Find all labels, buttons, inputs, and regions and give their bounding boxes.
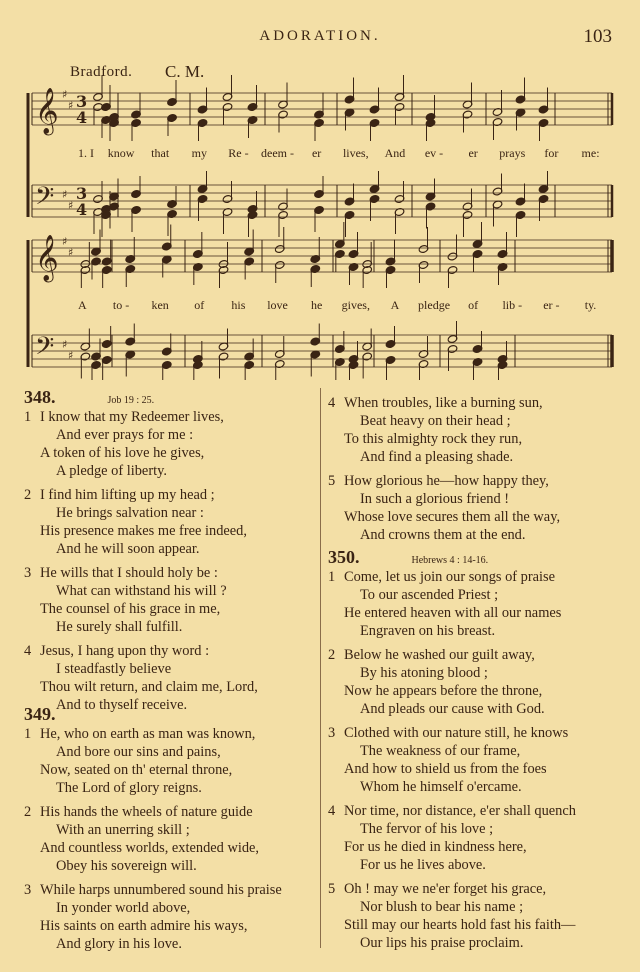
tune-meter: C. M. <box>165 62 205 81</box>
verse-number: 2 <box>24 487 32 503</box>
treble-clef-icon: 𝄞 <box>35 235 59 281</box>
verse-line: Below he washed our guilt away, <box>344 647 535 663</box>
verse-line: A pledge of liberty. <box>56 463 167 479</box>
lyric-syllable: ty. <box>584 298 597 312</box>
verse-line: Whom he himself o'ercame. <box>360 779 522 795</box>
verse-number: 1 <box>328 569 336 585</box>
verse-line: The Lord of glory reigns. <box>56 780 202 796</box>
verse-number: 3 <box>328 725 336 741</box>
verse-line: And find a pleasing shade. <box>360 449 514 465</box>
time-signature: 3 <box>76 184 88 203</box>
sharp-icon: ♯ <box>68 99 74 112</box>
verse-line: He entered heaven with all our names <box>344 605 562 621</box>
verse <box>24 803 314 875</box>
verse-line: Nor time, nor distance, e'er shall quench <box>344 803 576 819</box>
lyric-syllable: pledge <box>418 298 451 312</box>
lyric-syllable: deem - <box>261 146 295 160</box>
verse-number: 4 <box>24 643 32 659</box>
lyric-syllable: And <box>384 146 406 160</box>
verse <box>24 564 314 636</box>
verse-line: I know that my Redeemer lives, <box>40 409 224 425</box>
sharp-icon: ♯ <box>68 199 74 212</box>
verse <box>328 568 628 640</box>
verse <box>24 408 314 480</box>
verse-line: Whose love secures them all the way, <box>344 509 561 525</box>
verse-line: What can withstand his will ? <box>56 583 227 599</box>
lyric-syllable: ev - <box>424 146 444 160</box>
hymn-348 <box>24 387 314 714</box>
sharp-icon: ♯ <box>62 188 68 201</box>
verse-line: And crowns them at the end. <box>360 527 526 543</box>
verse-line: By his atoning blood ; <box>360 665 488 681</box>
verse-line: Now, seated on th' eternal throne, <box>40 762 233 778</box>
verse-number: 5 <box>328 473 336 489</box>
page-number: 103 <box>583 26 612 47</box>
verse-line: For us he died in kindness here, <box>344 839 527 855</box>
verse-line: In yonder world above, <box>56 900 191 916</box>
lyric-syllable: to - <box>112 298 130 312</box>
verse <box>328 802 628 874</box>
verse-line: And glory in his love. <box>56 936 182 952</box>
verse-line: He, who on earth as man was known, <box>40 726 256 742</box>
tune-name: Bradford. <box>70 64 133 80</box>
lyric-syllable: for <box>544 146 559 160</box>
verse <box>328 646 628 718</box>
bass-clef-icon: 𝄢 <box>35 182 55 217</box>
verse-line: For us he lives above. <box>360 857 486 873</box>
verse-line: Still may our hearts hold fast his faith— <box>344 917 576 933</box>
lyric-syllable: prays <box>499 146 526 160</box>
verse-line: Come, let us join our songs of praise <box>344 569 556 585</box>
verse-line: He brings salvation near : <box>56 505 204 521</box>
sharp-icon: ♯ <box>62 88 68 101</box>
lyric-syllable: love <box>267 298 288 312</box>
hymn-number: 349. <box>24 704 56 724</box>
verse-line: Clothed with our nature still, he knows <box>344 725 569 741</box>
verse-line: With an unerring skill ; <box>56 822 190 838</box>
verse-line: Oh ! may we ne'er forget his grace, <box>344 881 547 897</box>
hymn-350 <box>328 547 628 952</box>
lyric-syllable: me: <box>581 146 600 160</box>
verse-line: A token of his love he gives, <box>40 445 205 461</box>
verse-number: 4 <box>328 803 336 819</box>
verse-line: When troubles, like a burning sun, <box>344 395 543 411</box>
lyric-syllable: A <box>390 298 400 312</box>
lyric-syllable: er <box>468 146 478 160</box>
verse-number: 5 <box>328 881 336 897</box>
verse-line: And countless worlds, extended wide, <box>40 840 260 856</box>
verse-line: While harps unnumbered sound his praise <box>40 882 282 898</box>
lyric-syllable: his <box>231 298 246 312</box>
verse <box>24 725 314 797</box>
verse-line: To our ascended Priest ; <box>360 587 499 603</box>
verse-line: The counsel of his grace in me, <box>40 601 221 617</box>
lyric-syllable: er <box>311 146 322 160</box>
verse-line: Thou wilt return, and claim me, Lord, <box>40 679 258 695</box>
verse <box>328 472 628 544</box>
time-signature: 4 <box>76 108 88 127</box>
sharp-icon: ♯ <box>68 246 74 259</box>
verse-line: And pleads our cause with God. <box>360 701 545 717</box>
verse-line: And he will soon appear. <box>56 541 200 557</box>
lyric-syllable: gives, <box>341 298 370 312</box>
page-title: ADORATION. <box>259 28 381 44</box>
verse-line: I steadfastly believe <box>56 661 172 677</box>
verse-line: Obey his sovereign will. <box>56 858 197 874</box>
verse-number: 2 <box>24 804 32 820</box>
verse-line: He surely shall fulfill. <box>56 619 183 635</box>
verse-line: And to thyself receive. <box>56 697 188 713</box>
verse-line: And ever prays for me : <box>56 427 194 443</box>
lyric-syllable: ken <box>151 298 169 312</box>
verse-line: The fervor of his love ; <box>360 821 494 837</box>
hymn-number: 350. <box>328 547 360 567</box>
lyric-syllable: my <box>191 146 207 160</box>
time-signature: 3 <box>76 92 88 111</box>
verse-line: His saints on earth admire his ways, <box>40 918 248 934</box>
verse-line: The weakness of our frame, <box>360 743 521 759</box>
lyric-syllable: 1. I <box>78 146 94 160</box>
verse <box>24 486 314 558</box>
verse-line: His hands the wheels of nature guide <box>40 804 253 820</box>
lyric-syllable: lib - <box>502 298 523 312</box>
verse-line: His presence makes me free indeed, <box>40 523 247 539</box>
verse-number: 3 <box>24 882 32 898</box>
verse <box>328 880 628 952</box>
verse-number: 4 <box>328 395 336 411</box>
column-divider <box>320 388 321 948</box>
verse-number: 2 <box>328 647 336 663</box>
lyric-syllable: know <box>107 146 135 160</box>
scripture-reference: Job 19 : 25. <box>107 395 155 406</box>
verse <box>24 881 314 953</box>
verse-line: Nor blush to bear his name ; <box>360 899 524 915</box>
lyric-row-2 <box>78 298 610 313</box>
hymn-number: 348. <box>24 387 56 407</box>
verse-number: 1 <box>24 726 32 742</box>
verse-line: How glorious he—how happy they, <box>344 473 549 489</box>
sharp-icon: ♯ <box>62 235 68 248</box>
verse-line: In such a glorious friend ! <box>360 491 510 507</box>
music-score <box>0 0 640 380</box>
lyric-syllable: of <box>194 298 205 312</box>
lyric-row-1 <box>78 146 610 161</box>
verse-line: And how to shield us from the foes <box>344 761 547 777</box>
verse-line: Our lips his praise proclaim. <box>360 935 524 951</box>
verse <box>328 394 628 466</box>
bass-clef-icon: 𝄢 <box>35 332 55 367</box>
hymn-349-continued <box>328 394 628 544</box>
verse-line: Beat heavy on their head ; <box>360 413 511 429</box>
lyric-syllable: er - <box>543 298 560 312</box>
verse-line: He wills that I should holy be : <box>40 565 218 581</box>
hymn-349 <box>24 704 314 953</box>
lyric-syllable: Re - <box>228 146 249 160</box>
sharp-icon: ♯ <box>68 349 74 362</box>
verse-line: Engraven on his breast. <box>360 623 496 639</box>
lyric-syllable: A <box>78 298 87 312</box>
sharp-icon: ♯ <box>62 338 68 351</box>
verse-number: 3 <box>24 565 32 581</box>
lyric-syllable: lives, <box>342 146 369 160</box>
verse-line: And bore our sins and pains, <box>56 744 221 760</box>
treble-clef-icon: 𝄞 <box>35 88 59 134</box>
lyric-syllable: that <box>151 146 170 160</box>
verse <box>328 724 628 796</box>
verse-number: 1 <box>24 409 32 425</box>
time-signature: 4 <box>76 200 88 219</box>
verse-line: I find him lifting up my head ; <box>40 487 215 503</box>
verse-line: Now he appears before the throne, <box>344 683 543 699</box>
lyric-syllable: he <box>310 298 323 312</box>
verse-line: To this almighty rock they run, <box>344 431 523 447</box>
verse-line: Jesus, I hang upon thy word : <box>40 643 210 659</box>
lyric-syllable: of <box>468 298 479 312</box>
scripture-reference: Hebrews 4 : 14-16. <box>411 555 489 566</box>
